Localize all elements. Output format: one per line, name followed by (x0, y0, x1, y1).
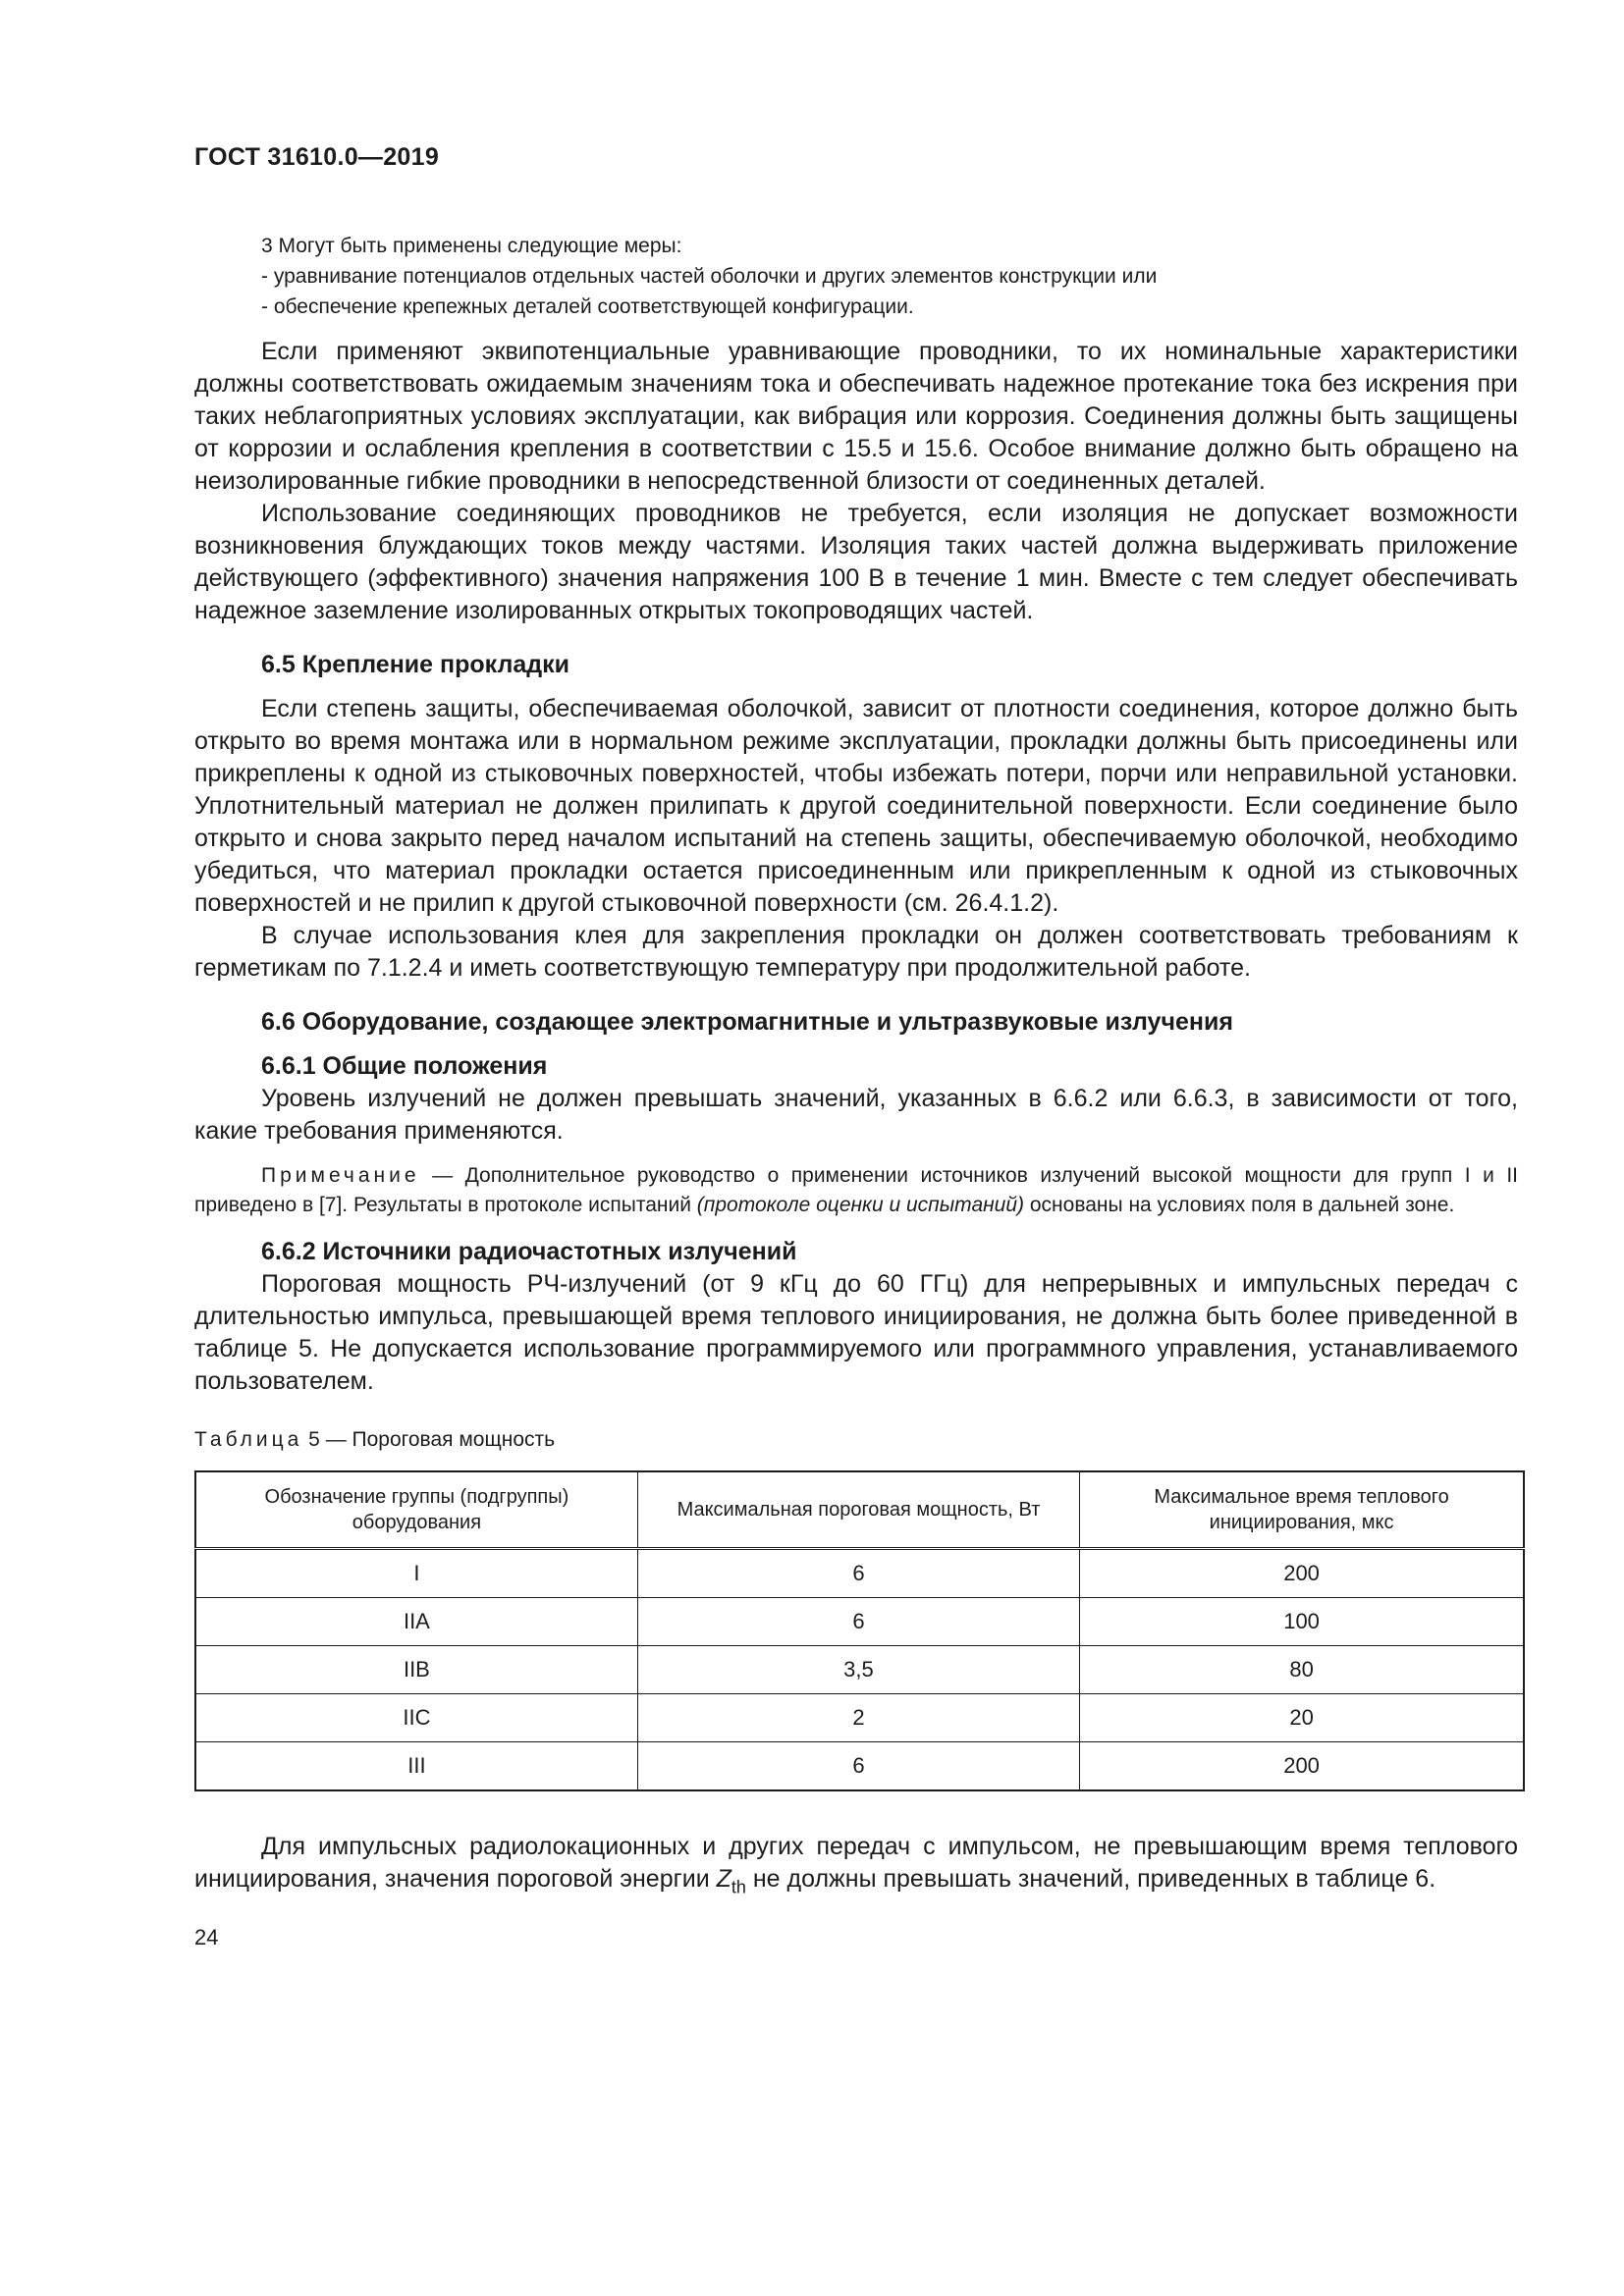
table-cell: 20 (1080, 1694, 1524, 1742)
paragraph-emission-level: Уровень излучений не должен превышать значений, указанных в 6.6.2 или 6.6.3, в зависимости от того, какие требования применяются. (194, 1085, 1518, 1145)
column-header: Максимальная пороговая мощность, Вт (637, 1471, 1079, 1549)
section-heading-6-5: 6.5 Крепление прокладки (261, 651, 570, 678)
table-caption-text: 5 — Пороговая мощность (302, 1428, 556, 1451)
table-row (195, 1549, 1524, 1598)
section-heading-6-6-1: 6.6.1 Общие положения (261, 1052, 548, 1080)
note-label: Примечание (261, 1164, 420, 1187)
section-heading-6-6-2: 6.6.2 Источники радиочастотных излучений (261, 1238, 797, 1265)
table-cell: 200 (1080, 1549, 1524, 1598)
note-3 (261, 231, 1518, 322)
paragraph-equipotential: Если применяют эквипотенциальные уравнивающие проводники, то их номинальные характеристики должны соответствовать ожидаемым значениям тока и обеспечивать надежное протекание тока без искрения при таких неблагоприятных условиях эксплуатации, как вибрация или коррозия. Соединения должны быть защищены от коррозии и ослабления крепления в соответствии с 15.5 и 15.6. Особое внимание должно быть обращено на неизолированные гибкие проводники в непосредственной близости от соединенных деталей. (194, 338, 1518, 495)
note-3-line: 3 Могут быть применены следующие меры: (261, 235, 682, 257)
table-cell: 2 (637, 1694, 1079, 1742)
note-3-line: - обеспечение крепежных деталей соответствующей конфигурации. (261, 295, 914, 318)
table-cell: IIA (195, 1598, 637, 1646)
column-header: Обозначение группы (подгруппы) оборудования (195, 1471, 637, 1549)
table-cell: III (195, 1742, 637, 1791)
paragraph-adhesive: В случае использования клея для закрепления прокладки он должен соответствовать требованиям к герметикам по 7.1.2.4 и иметь соответствующую температуру при продолжительной работе. (194, 922, 1518, 982)
threshold-power-table (194, 1470, 1525, 1791)
table-row (195, 1646, 1524, 1694)
table-cell: 3,5 (637, 1646, 1079, 1694)
note-3-line: - уравнивание потенциалов отдельных частей оболочки и других элементов конструкции или (261, 265, 1158, 288)
table-caption-label: Таблица (194, 1428, 303, 1451)
table-cell: 100 (1080, 1598, 1524, 1646)
page-number: 24 (194, 1925, 219, 1949)
table-cell: 6 (637, 1549, 1079, 1598)
table-cell: 6 (637, 1598, 1079, 1646)
document-header: ГОСТ 31610.0—2019 (194, 143, 440, 171)
energy-symbol-subscript: th (731, 1877, 746, 1897)
table-cell: 80 (1080, 1646, 1524, 1694)
document-page (194, 145, 1518, 1950)
energy-symbol: Z (716, 1865, 731, 1893)
paragraph-gasket-fixing: Если степень защиты, обеспечиваемая оболочкой, зависит от плотности соединения, которое должно быть открыто во время монтажа или в нормальном режиме эксплуатации, прокладки должны быть присоединены или прикреплены к одной из стыковочных поверхностей, чтобы избежать потери, порчи или неправильной установки. Уплотнительный материал не должен прилипать к другой соединительной поверхности. Если соединение было открыто и снова закрыто перед началом испытаний на степень защиты, обеспечиваемую оболочкой, необходимо убедиться, что материал прокладки остается присоединенным или прикрепленным к одной из стыковочных поверхностей и не прилип к другой стыковочной поверхности (см. 26.4.1.2). (194, 695, 1518, 917)
table-row (195, 1598, 1524, 1646)
table-cell: I (195, 1549, 637, 1598)
note-text-italic: (протоколе оценки и испытаний) (696, 1194, 1025, 1216)
note-text: основаны на условиях поля в дальней зоне. (1024, 1194, 1455, 1216)
table-header-row (195, 1471, 1524, 1549)
table-row (195, 1742, 1524, 1791)
paragraph-pulse-energy (194, 1831, 1518, 1896)
table-cell: 6 (637, 1742, 1079, 1791)
table-cell: 200 (1080, 1742, 1524, 1791)
table-cell: IIC (195, 1694, 637, 1742)
column-header: Максимальное время теплового инициирования, мкс (1080, 1471, 1524, 1549)
note-paragraph (194, 1161, 1518, 1220)
pulse-text: не должны превышать значений, приведенных в таблице 6. (745, 1865, 1436, 1893)
pulse-text: Для импульсных радиолокационных и других передач с импульсом, не превышающим время теплового инициирования, значения пороговой энергии (194, 1833, 1518, 1893)
note-text: — Дополнительное руководство о применении источников излучений высокой мощности для групп I и II приведено в [7]. Результаты в протоколе испытаний (194, 1164, 1518, 1216)
table-caption (194, 1425, 1518, 1455)
paragraph-rf-threshold: Пороговая мощность РЧ-излучений (от 9 кГц до 60 ГГц) для непрерывных и импульсных передач с длительностью импульса, превышающей время теплового инициирования, не должна быть более приведенной в таблице 5. Не допускается использование программируемого или программного управления, устанавливаемого пользователем. (194, 1270, 1518, 1395)
table-cell: IIB (195, 1646, 637, 1694)
section-heading-6-6: 6.6 Оборудование, создающее электромагнитные и ультразвуковые излучения (261, 1008, 1233, 1036)
table-row (195, 1694, 1524, 1742)
paragraph-connecting-conductors: Использование соединяющих проводников не требуется, если изоляция не допускает возможности возникновения блуждающих токов между частями. Изоляция таких частей должна выдерживать приложение действующего (эффективного) значения напряжения 100 В в течение 1 мин. Вместе с тем следует обеспечивать надежное заземление изолированных открытых токопроводящих частей. (194, 500, 1518, 624)
